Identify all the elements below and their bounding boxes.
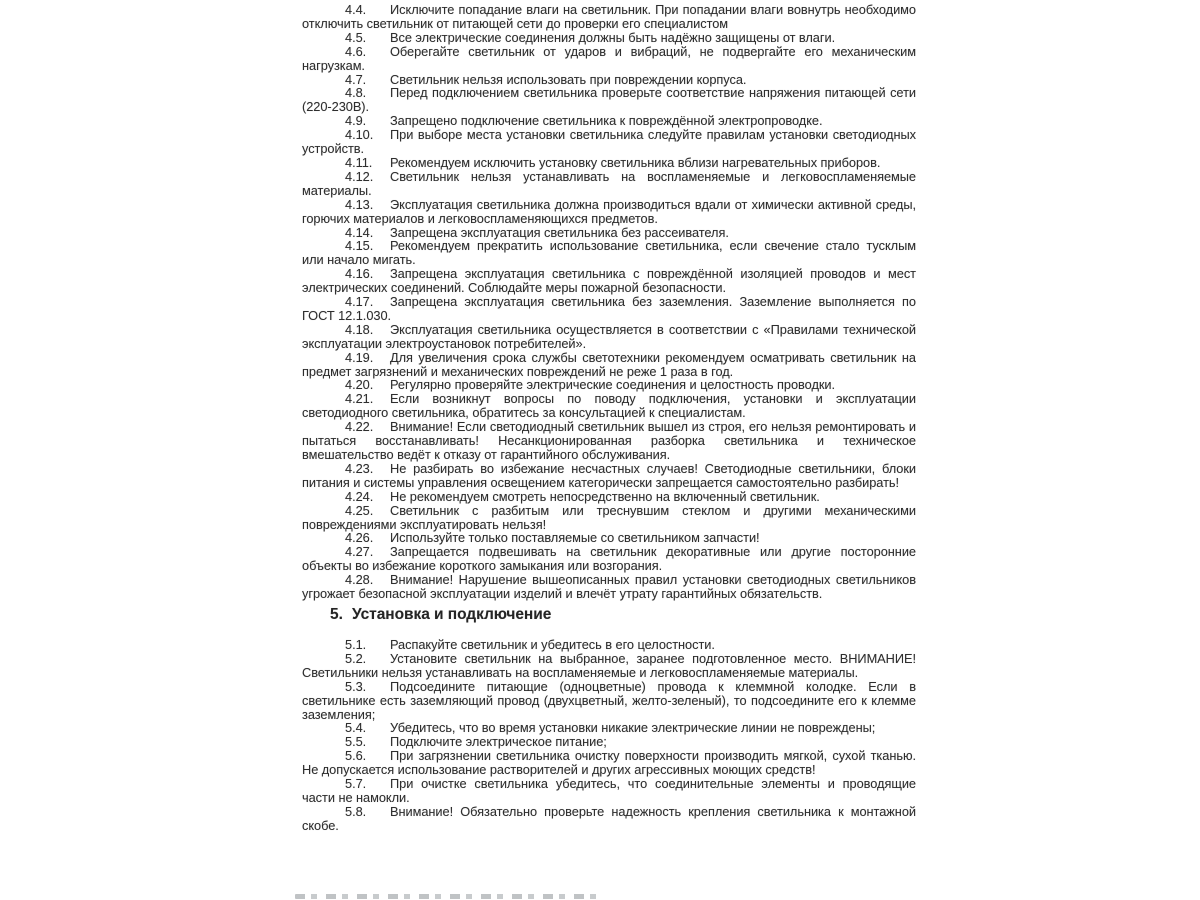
item-text: Внимание! Нарушение вышеописанных правил установки светодиодных светильников угрожает безопасной эксплуатации изделий и влечёт утрату гарантийных обязательств. bbox=[302, 572, 916, 602]
numbered-item bbox=[302, 351, 916, 379]
section-4-safety-rules bbox=[302, 3, 916, 601]
item-text: При выборе места установки светильника следуйте правилам установки светодиодных устройств. bbox=[302, 127, 916, 157]
numbered-item bbox=[302, 392, 916, 420]
item-text: Для увеличения срока службы светотехники рекомендуем осматривать светильник на предмет загрязнений и механических повреждений не реже 1 раза в год. bbox=[302, 349, 916, 379]
section-5-installation bbox=[302, 638, 916, 833]
item-text: Эксплуатация светильника должна производиться вдали от химически активной среды, горючих материалов и легковоспламеняющихся предметов. bbox=[302, 196, 916, 226]
item-number: 5.4. bbox=[345, 720, 367, 736]
item-number: 4.5. bbox=[345, 29, 367, 45]
item-text: Убедитесь, что во время установки никакие электрические линии не повреждены; bbox=[390, 720, 876, 736]
item-number: 4.17. bbox=[345, 294, 374, 310]
numbered-item bbox=[302, 323, 916, 351]
item-text: Подключите электрическое питание; bbox=[390, 734, 607, 750]
numbered-item bbox=[302, 170, 916, 198]
item-number: 4.23. bbox=[345, 460, 374, 476]
numbered-item bbox=[302, 198, 916, 226]
item-text: Используйте только поставляемые со светильником запчасти! bbox=[390, 530, 760, 546]
numbered-item bbox=[302, 490, 916, 504]
item-number: 5.6. bbox=[345, 748, 367, 764]
numbered-item bbox=[302, 45, 916, 73]
section-4-items bbox=[302, 3, 916, 601]
numbered-item bbox=[302, 680, 916, 722]
item-number: 4.11. bbox=[345, 154, 373, 170]
item-number: 5.8. bbox=[345, 803, 367, 819]
numbered-item bbox=[302, 777, 916, 805]
item-text: Распакуйте светильник и убедитесь в его целостности. bbox=[390, 636, 715, 652]
numbered-item bbox=[302, 114, 916, 128]
item-number: 4.15. bbox=[345, 238, 374, 254]
item-number: 4.19. bbox=[345, 349, 374, 365]
item-text: Запрещено подключение светильника к повреждённой электропроводке. bbox=[390, 113, 823, 129]
numbered-item bbox=[302, 545, 916, 573]
item-text: Оберегайте светильник от ударов и вибраций, не подвергайте его механическим нагрузкам. bbox=[302, 43, 916, 73]
item-number: 4.12. bbox=[345, 168, 374, 184]
item-text: Установите светильник на выбранное, заранее подготовленное место. ВНИМАНИЕ! Светильники нельзя устанавливать на воспламеняемые и легковоспламеняемые материалы. bbox=[302, 650, 916, 680]
instruction-manual-text bbox=[302, 3, 916, 833]
item-number: 4.16. bbox=[345, 266, 374, 282]
item-text: Рекомендуем прекратить использование светильника, если свечение стало тусклым или начало мигать. bbox=[302, 238, 916, 268]
numbered-item bbox=[302, 156, 916, 170]
numbered-item bbox=[302, 267, 916, 295]
section-5-title: Установка и подключение bbox=[352, 605, 552, 623]
item-number: 5.1. bbox=[345, 636, 367, 652]
item-text: Если возникнут вопросы по поводу подключения, установки и эксплуатации светодиодного светильника, обратитесь за консультацией к специалистам. bbox=[302, 391, 916, 421]
item-text: Светильник нельзя использовать при повреждении корпуса. bbox=[390, 71, 747, 87]
numbered-item bbox=[302, 86, 916, 114]
numbered-item bbox=[302, 31, 916, 45]
numbered-item bbox=[302, 735, 916, 749]
item-number: 4.4. bbox=[345, 2, 367, 17]
next-page-cutoff-text-remnant bbox=[295, 894, 603, 899]
item-text: Светильник нельзя устанавливать на воспламеняемые и легковоспламеняемые материалы. bbox=[302, 168, 916, 198]
item-number: 5.5. bbox=[345, 734, 367, 750]
item-text: Не разбирать во избежание несчастных случаев! Светодиодные светильники, блоки питания и системы управления освещением категорически запрещается самостоятельно разбирать! bbox=[302, 460, 916, 490]
section-5-heading bbox=[302, 604, 916, 625]
item-text: Исключите попадание влаги на светильник. При попадании влаги вовнутрь необходимо отключить светильник от питающей сети до проверки его специалистом bbox=[302, 2, 916, 31]
numbered-item bbox=[302, 239, 916, 267]
numbered-item bbox=[302, 73, 916, 87]
item-number: 4.8. bbox=[345, 85, 367, 101]
numbered-item bbox=[302, 573, 916, 601]
item-number: 4.18. bbox=[345, 321, 374, 337]
item-text: Регулярно проверяйте электрические соединения и целостность проводки. bbox=[390, 377, 836, 393]
item-text: Подсоедините питающие (одноцветные) провода к клеммной колодке. Если в светильнике есть заземляющий провод (двухцветный, желто-зеленый), то подсоедините его к клемме заземления; bbox=[302, 678, 916, 722]
item-number: 4.10. bbox=[345, 127, 374, 143]
item-number: 5.3. bbox=[345, 678, 367, 694]
item-text: При загрязнении светильника очистку поверхности производить мягкой, сухой тканью. Не допускается использование растворителей и других агрессивных моющих средств! bbox=[302, 748, 916, 778]
item-number: 4.13. bbox=[345, 196, 374, 212]
item-text: Запрещена эксплуатация светильника без рассеивателя. bbox=[390, 224, 729, 240]
numbered-item bbox=[302, 420, 916, 462]
item-text: Запрещается подвешивать на светильник декоративные или другие посторонние объекты во избежание короткого замыкания или возгорания. bbox=[302, 544, 916, 574]
numbered-item bbox=[302, 721, 916, 735]
item-number: 4.14. bbox=[345, 224, 374, 240]
item-number: 4.27. bbox=[345, 544, 374, 560]
item-number: 4.20. bbox=[345, 377, 374, 393]
item-text: Не рекомендуем смотреть непосредственно на включенный светильник. bbox=[390, 488, 820, 504]
item-text: Рекомендуем исключить установку светильника вблизи нагревательных приборов. bbox=[390, 154, 881, 170]
section-5-number: 5. bbox=[330, 605, 343, 623]
item-text: Внимание! Обязательно проверьте надежность крепления светильника к монтажной скобе. bbox=[302, 803, 916, 833]
numbered-item bbox=[302, 504, 916, 532]
numbered-item bbox=[302, 462, 916, 490]
numbered-item bbox=[302, 749, 916, 777]
item-number: 4.22. bbox=[345, 419, 374, 435]
numbered-item bbox=[302, 638, 916, 652]
numbered-item bbox=[302, 652, 916, 680]
numbered-item bbox=[302, 3, 916, 31]
item-number: 4.28. bbox=[345, 572, 374, 588]
item-number: 4.9. bbox=[345, 113, 367, 129]
item-text: Все электрические соединения должны быть надёжно защищены от влаги. bbox=[390, 29, 836, 45]
numbered-item bbox=[302, 295, 916, 323]
item-text: Эксплуатация светильника осуществляется в соответствии с «Правилами технической эксплуатации электроустановок потребителей». bbox=[302, 321, 916, 351]
item-text: Перед подключением светильника проверьте соответствие напряжения питающей сети (220-230В). bbox=[302, 85, 916, 115]
item-number: 5.2. bbox=[345, 650, 367, 666]
item-text: Запрещена эксплуатация светильника с повреждённой изоляцией проводов и мест электрических соединений. Соблюдайте меры пожарной безопасности. bbox=[302, 266, 916, 296]
item-text: Внимание! Если светодиодный светильник вышел из строя, его нельзя ремонтировать и пытаться восстанавливать! Несанкционированная разборка светильника и техническое вмешательство ведёт к отказу от гарантийного обслуживания. bbox=[302, 419, 916, 462]
item-text: Светильник с разбитым или треснувшим стеклом и другими механическими повреждениями эксплуатировать нельзя! bbox=[302, 502, 916, 532]
numbered-item bbox=[302, 805, 916, 833]
item-number: 4.6. bbox=[345, 43, 367, 59]
item-number: 4.26. bbox=[345, 530, 374, 546]
section-5-items bbox=[302, 638, 916, 833]
item-text: Запрещена эксплуатация светильника без заземления. Заземление выполняется по ГОСТ 12.1.030. bbox=[302, 294, 916, 323]
item-number: 4.7. bbox=[345, 71, 367, 87]
item-number: 4.21. bbox=[345, 391, 374, 407]
item-number: 4.25. bbox=[345, 502, 374, 518]
item-text: При очистке светильника убедитесь, что соединительные элементы и проводящие части не намокли. bbox=[302, 776, 916, 805]
item-number: 5.7. bbox=[345, 776, 367, 792]
numbered-item bbox=[302, 226, 916, 240]
numbered-item bbox=[302, 531, 916, 545]
item-number: 4.24. bbox=[345, 488, 374, 504]
numbered-item bbox=[302, 378, 916, 392]
numbered-item bbox=[302, 128, 916, 156]
